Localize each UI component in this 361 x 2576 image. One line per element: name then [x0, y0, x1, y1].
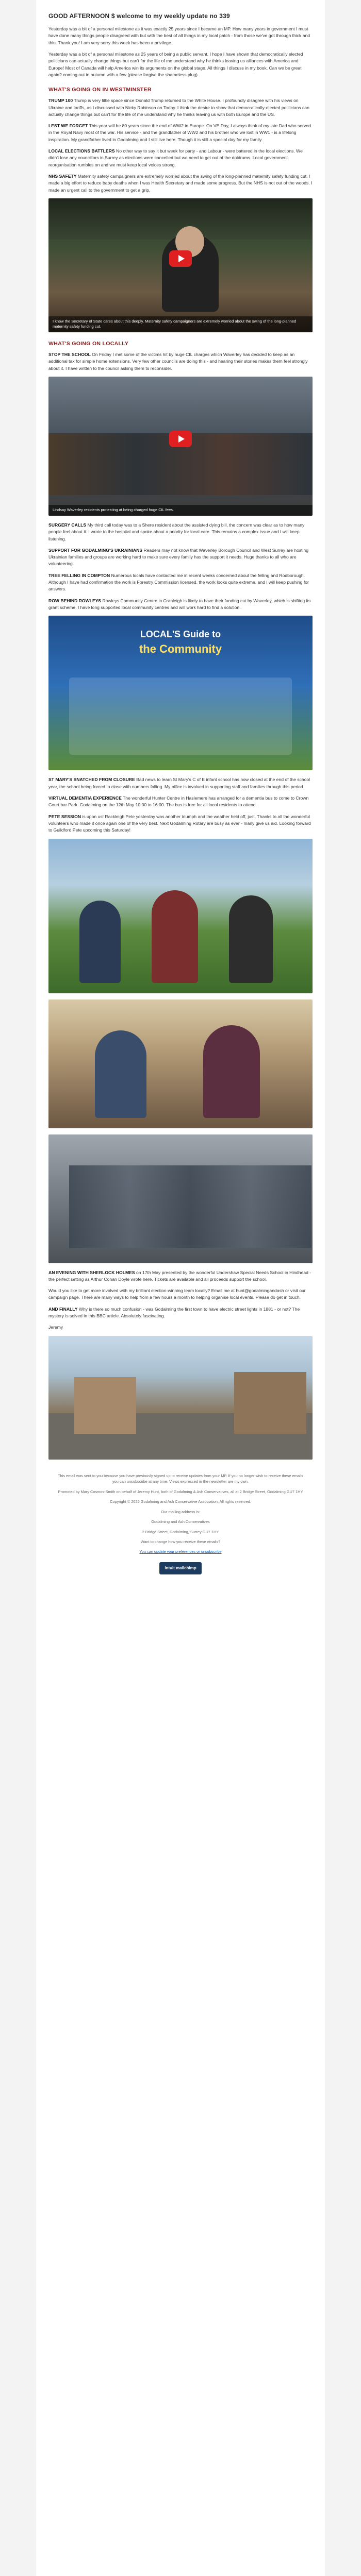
paragraph-lead: ST MARY'S SNATCHED FROM CLOSURE	[48, 777, 135, 783]
banner-title: LOCAL'S Guide to	[140, 629, 221, 640]
footer-copyright: Copyright © 2025 Godalming and Ash Conservative Association, All rights reserved.	[110, 1499, 251, 1504]
footer-mailing-label: Our mailing address is:	[161, 1509, 200, 1514]
person-figure	[95, 1030, 146, 1118]
paragraph-text: is upon us! Rackleigh Pete yesterday was another triumph and the weather held off, just. Thanks to all the wonderful volunteers who made it once again one of the very best. Next Godalming Rotary are busy as ever - many give us aid. Looking forward to Guildford Pete upcoming this Saturday!	[48, 814, 311, 833]
building	[234, 1372, 306, 1434]
paragraph-text: Would you like to get more involved with my brilliant election-winning team locally? Email me at hunt@godalmingandash or visit our campaign page. There are many ways to help from a few hours a month to helping organise local events. Please do get in touch.	[48, 1288, 306, 1300]
person-figure	[203, 1025, 260, 1118]
footer-change-prefs: Want to change how you receive these emails?	[140, 1539, 221, 1544]
building	[74, 1377, 136, 1434]
video-caption: Lindsay Waverley residents protesting at being charged huge CIL fees.	[48, 505, 313, 516]
westminster-paragraph	[48, 148, 313, 168]
email-footer	[48, 1466, 313, 1575]
photo-event-selfie	[48, 999, 313, 1128]
play-icon[interactable]	[169, 431, 192, 447]
video-thumbnail-protest[interactable]	[48, 377, 313, 516]
paragraph-lead: LEST WE FORGET	[48, 123, 88, 129]
paragraph-text: Numerous locals have contacted me in recent weeks concerned about the felling and Rodborough. Although I have had confirmation the work is Forestry Commission licensed, the work looks quite extreme, and I will keep pushing for answers.	[48, 572, 309, 592]
local-paragraph	[48, 776, 313, 790]
local-paragraph	[48, 795, 313, 809]
paragraph-lead: VIRTUAL DEMENTIA EXPERIENCE	[48, 795, 122, 801]
unsubscribe-link[interactable]: You can update your preferences or unsubscribe	[139, 1549, 222, 1554]
banner-subtitle: the Community	[139, 642, 222, 656]
footer-unsubscribe	[55, 1549, 306, 1554]
local-paragraph	[48, 351, 313, 372]
paragraph-lead: AN EVENING WITH SHERLOCK HOLMES	[48, 1269, 135, 1275]
paragraph-text: Trump is very little space since Donald Trump returned to the White House. I profoundly disagree with his views on Ukraine and tariffs, as I discussed with Nicky Robinson on Today. I think the desire to show that democratically-elected politicians can actually change things but can't for the life of me understand why he thinks leaving us with both Europe and the US.	[48, 98, 309, 117]
paragraph-lead: SUPPORT FOR GODALMING'S UKRAINIANS	[48, 547, 143, 553]
intro-paragraph-2: Yesterday was a bit of a personal milestone as 25 years of being a public servant. I hope I have shown that democratically elected politicians can actually change things but can't for the life of me understand why he thinks leaving us alliances with America and Europe! Most of Canada will help America win its arguments on the global stage. All things I discuss in my book. Can we be great again? coming out in autumn with a few (please forgive the shameless plug).	[48, 51, 303, 77]
photo-town-street	[48, 1336, 313, 1460]
local-paragraph	[48, 598, 313, 612]
photo-sherlock-event	[48, 1134, 313, 1263]
footer-disclaimer: This email was sent to you because you have previously signed up to receive updates from your MP. If you no longer wish to receive these emails you can unsubscribe at any time. Views expressed in the newsletter are my own.	[58, 1473, 303, 1484]
paragraph-lead: STOP THE SCHOOL	[48, 351, 91, 357]
footer-promoted: Promoted by Mary Cosmos-Smith on behalf of Jeremy Hunt, both of Godalming & Ash Conservatives, all at 2 Bridge Street, Godalming GU7 1HY	[58, 1489, 303, 1494]
play-icon[interactable]	[169, 250, 192, 267]
section-heading-locally: WHAT'S GOING ON LOCALLY	[48, 340, 129, 347]
mailchimp-logo[interactable]: intuit mailchimp	[159, 1562, 201, 1574]
photo-fete-group	[48, 839, 313, 993]
paragraph-text: on 17th May presented by the wonderful Undershaw Special Needs School in Hindhead - the perfect setting as Arthur Conan Doyle wrote here. Tickets are available and all proceeds support the school.	[48, 1269, 311, 1282]
person-figure	[229, 895, 273, 983]
email-body	[36, 0, 325, 2576]
local-paragraph	[48, 522, 313, 543]
signoff: Jeremy	[48, 1325, 63, 1330]
community-guide-banner[interactable]	[48, 616, 313, 770]
paragraph-text: No other way to say it but week for party - and Labour - were battered in the local elections. We didn't lose any councillors in Surrey as elections were cancelled but we need to get out of the doldrums. Local government reorganisation rumbles on and we must keep local voices strong.	[48, 148, 303, 167]
paragraph-lead: PETE SESSION	[48, 814, 81, 819]
local-paragraph	[48, 1287, 313, 1301]
paragraph-lead: SURGERY CALLS	[48, 522, 87, 528]
westminster-paragraph	[48, 97, 313, 118]
paragraph-text: My third call today was to a Shere resident about the assisted dying bill, the concern was clear as to how many people feel about it. I wrote to the hospital and spoke about a priority for local care. This remains a complex issue and I will keep listening.	[48, 522, 305, 541]
local-paragraph	[48, 572, 313, 593]
person-figure	[79, 901, 121, 983]
paragraph-text: On Friday I met some of the victims hit by huge CIL charges which Waverley has decided to keep as an additional tax for simple home extensions. Very few other councils are doing this - and hearing their stories makes them feel strongly about it. I have written to the council asking them to reconsider.	[48, 351, 308, 371]
group-of-people	[69, 1165, 311, 1248]
paragraph-lead: TRUMP 100	[48, 98, 73, 104]
section-heading-westminster: WHAT'S GOING ON IN WESTMINSTER	[48, 87, 152, 93]
local-paragraph	[48, 547, 313, 568]
banner-group-photo	[69, 677, 292, 755]
westminster-paragraph	[48, 123, 313, 143]
greeting-heading: GOOD AFTERNOON $ welcome to my weekly update no 339	[48, 12, 230, 20]
paragraph-text: Maternity safety campaigners are extremely worried about the swing of the long-planned maternity safety funding cut. I made a big effort to reduce baby deaths when I was Health Secretary and made some progress. But the NHS is not out of the woods. I made an urgent call to the government to get a grip.	[48, 174, 313, 193]
footer-address: 2 Bridge Street, Godalming, Surrey GU7 1HY	[142, 1529, 219, 1534]
paragraph-text: Readers may not know that Waverley Borough Council and West Surrey are hosting Ukrainian families and groups are working hard to make sure every family has the support it needs. Huge thanks to all who are volunteering.	[48, 547, 308, 567]
paragraph-text: The wonderful Hunter Centre in Haslemere has arranged for a dementia bus to come to Crown Court bar Park. Godalming on the 12th May 10:00 to 16:00. The bus is free for all local residents to attend.	[48, 795, 309, 808]
paragraph-lead: AND FINALLY	[48, 1306, 78, 1312]
local-paragraph	[48, 1269, 313, 1283]
paragraph-text: Rowleys Community Centre in Cranleigh is likely to have their funding cut by Waverley, which is shifting its grant scheme. I have long supported local community centres and will work hard to find a solution.	[48, 598, 311, 610]
westminster-paragraph	[48, 173, 313, 194]
local-paragraph	[48, 814, 313, 834]
paragraph-lead: NHS SAFETY	[48, 174, 77, 179]
video-thumbnail-parliament[interactable]	[48, 198, 313, 332]
video-caption: I know the Secretary of State cares about this deeply. Maternity safety campaigners are extremely worried about the swing of the long-planned maternity safety funding cut.	[48, 316, 313, 332]
footer-org: Godalming and Ash Conservatives	[151, 1519, 210, 1524]
person-figure	[152, 890, 198, 983]
paragraph-lead: LOCAL ELECTIONS BATTLERS	[48, 148, 115, 154]
paragraph-lead: TREE FELLING IN COMPTON	[48, 572, 110, 578]
paragraph-text: This year will be 80 years since the end of WW2 in Europe. On VE Day, I always think of my late Dad who served in the Royal Navy most of the war. His service - and the grandfather of WW2 and his brother who we lost in WW1 - is a lifelong inspiration. My grandfather lived in Godalming and I still live here. Though it is still a special day for my family.	[48, 123, 311, 142]
paragraph-lead: ROW BEHIND ROWLEYS	[48, 598, 102, 603]
paragraph-text: Bad news to learn St Mary's C of E infant school has now closed at the end of the school year, the school being forced to close with numbers falling. My office is involved in supporting staff and families through this period.	[48, 777, 310, 789]
local-paragraph	[48, 1306, 313, 1320]
paragraph-text: Why is there so much confusion - was Godalming the first town to have electric street lights in 1881 - or not? The mystery is solved in this BBC article. Absolutely fascinating.	[48, 1306, 300, 1319]
intro-paragraph-1: Yesterday was a bit of a personal milestone as it was exactly 25 years since I became an MP. How many years in government I must have done many things people disagreed with but with the best of all things in my local patch - from those we've got through thick and thin. Thank you! I am very sorry this week has been a privilege.	[48, 26, 310, 45]
